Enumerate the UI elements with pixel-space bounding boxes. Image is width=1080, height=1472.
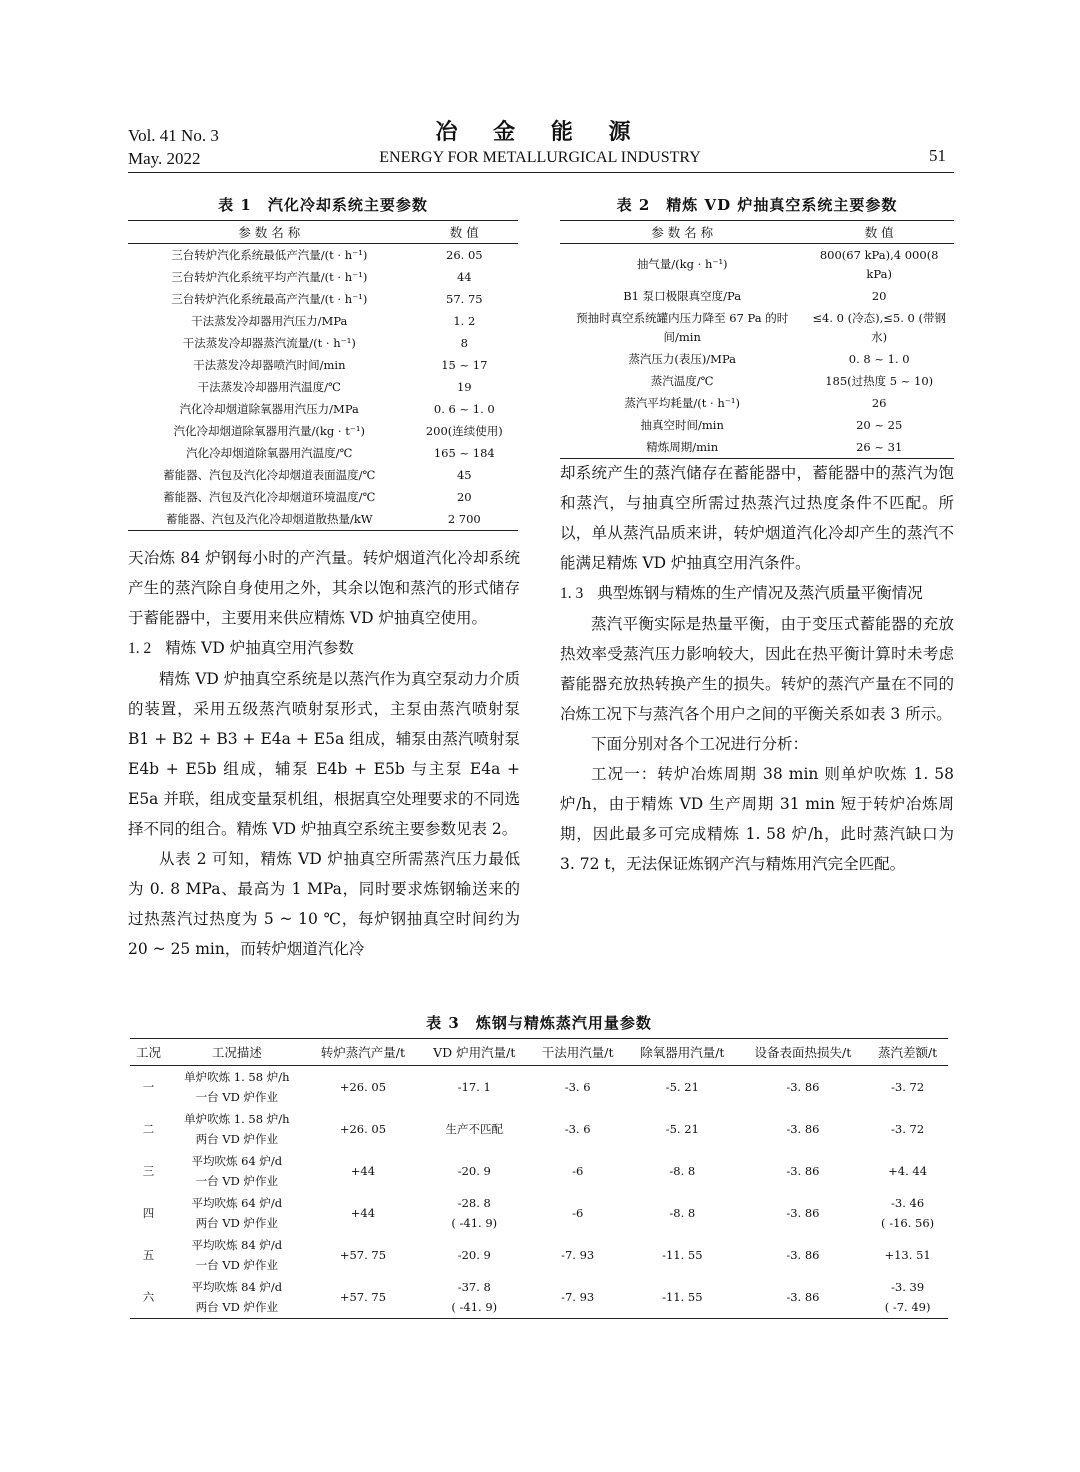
- dry-usage-cell-line: -7. 93: [561, 1248, 595, 1262]
- table-2-caption: 表 2 精炼 VD 炉抽真空系统主要参数: [616, 196, 898, 214]
- table-row: [128, 332, 518, 354]
- production-cell: [307, 1150, 420, 1192]
- vd-usage-cell: [419, 1150, 529, 1192]
- vd-usage-cell: [419, 1192, 529, 1234]
- section-heading-1-2: [128, 633, 520, 664]
- table-row: [128, 442, 518, 464]
- right-column: [560, 458, 954, 879]
- param-name-cell: 抽真空时间/min: [640, 417, 724, 432]
- table-1-grid: [128, 220, 518, 531]
- param-value-cell: 200(连续使用): [425, 423, 503, 438]
- table-3-header: 蒸汽差额/t: [867, 1039, 948, 1066]
- param-value-cell: 2 700: [411, 508, 518, 531]
- deoxygenator-cell: [626, 1150, 739, 1192]
- balance-cell-line: -3. 39: [891, 1280, 925, 1294]
- table-row: [128, 420, 518, 442]
- table-row: [128, 266, 518, 288]
- header-rule: [128, 172, 954, 173]
- dry-usage-cell-line: -3. 6: [564, 1080, 591, 1094]
- param-name-cell: 干法蒸发冷却器喷汽时间/min: [193, 357, 346, 372]
- balance-cell: [867, 1192, 948, 1234]
- production-cell-line: +57. 75: [339, 1248, 387, 1262]
- balance-cell-line: ( -16. 56): [881, 1216, 935, 1230]
- param-value-cell: 19: [456, 379, 472, 394]
- param-value-cell: 8: [460, 335, 468, 350]
- table-3-header: 工况描述: [167, 1039, 307, 1066]
- case-cell-line: 三: [142, 1164, 155, 1178]
- volume-issue: Vol. 41 No. 3: [128, 126, 219, 145]
- deoxygenator-cell-line: -11. 55: [662, 1290, 703, 1304]
- param-name-cell: 干法蒸发冷却器蒸汽流量/(t · h⁻¹): [182, 335, 356, 350]
- param-name-cell: 干法蒸发冷却器用汽温度/℃: [197, 379, 341, 394]
- param-value-cell: 1. 2: [453, 313, 476, 328]
- param-value-cell: 800(67 kPa),4 000(8 kPa): [819, 247, 939, 281]
- journal-title-cn: 冶 金 能 源: [435, 119, 645, 145]
- paragraph: 精炼 VD 炉抽真空系统是以蒸汽作为真空泵动力介质的装置，采用五级蒸汽喷射泵形式，主泵由蒸汽喷射泵 B1 + B2 + B3 + E4a + E5a 组成，辅泵由蒸汽喷射泵 E4b + E5b 组成，辅泵 E4b + E5b 与主泵 E4a + E5a 并联，组成变量泵机组，根据真空处理要求的不同选择不同的组合。精炼 VD 炉抽真空系统主要参数见表 2。: [128, 670, 520, 838]
- table-row: [128, 464, 518, 486]
- param-name-cell: 精炼周期/min: [560, 436, 804, 459]
- param-value-cell: 26. 05: [446, 247, 483, 262]
- desc-cell-line: 平均吹炼 64 炉/d: [191, 1196, 283, 1210]
- dry-usage-cell: [529, 1234, 626, 1276]
- paragraph: 蒸汽平衡实际是热量平衡，由于变压式蓄能器的充放热效率受蒸汽压力影响较大，因此在热平衡计算时未考虑蓄能器充放热转换产生的损失。转炉的蒸汽产量在不同的冶炼工况下与蒸汽各个用户之间的平衡关系如表 3 所示。: [560, 615, 954, 723]
- desc-cell-line: 一台 VD 炉作业: [195, 1258, 278, 1272]
- deoxygenator-cell: [626, 1108, 739, 1150]
- case-cell-line: 四: [142, 1206, 155, 1220]
- balance-cell: [867, 1276, 948, 1319]
- running-header-left: [128, 124, 219, 170]
- case-cell-line: 二: [142, 1122, 155, 1136]
- page-number: 51: [929, 146, 946, 165]
- production-cell: [307, 1276, 420, 1319]
- param-name-cell: 汽化冷却烟道除氧器用汽量/(kg · t⁻¹): [173, 423, 366, 438]
- case-cell: [130, 1234, 167, 1276]
- issue-date: May. 2022: [128, 149, 201, 168]
- paragraph: 下面分别对各个工况进行分析：: [591, 735, 809, 753]
- table-3-header: 转炉蒸汽产量/t: [307, 1039, 420, 1066]
- param-name-cell: 蒸汽压力(表压)/MPa: [628, 351, 737, 366]
- table-row: [128, 376, 518, 398]
- production-cell: [307, 1108, 420, 1150]
- production-cell-line: +44: [350, 1164, 376, 1178]
- table-3-caption: 表 3 炼钢与精炼蒸汽用量参数: [426, 1014, 652, 1032]
- param-name-cell: 预抽时真空系统罐内压力降至 67 Pa 的时间/min: [576, 310, 789, 344]
- param-name-cell: 蓄能器、汽包及汽化冷却烟道散热量/kW: [128, 508, 411, 531]
- dry-usage-cell: [529, 1150, 626, 1192]
- case-cell-line: 一: [142, 1080, 155, 1094]
- table-row: [560, 244, 954, 286]
- balance-cell-line: +4. 44: [888, 1164, 928, 1178]
- case-cell: [130, 1192, 167, 1234]
- desc-cell: [167, 1150, 307, 1192]
- deoxygenator-cell-line: -8. 8: [669, 1206, 696, 1220]
- production-cell-line: +26. 05: [339, 1080, 387, 1094]
- desc-cell: [167, 1276, 307, 1319]
- case-cell-line: 五: [142, 1248, 155, 1262]
- table-row: [560, 307, 954, 348]
- production-cell: [307, 1234, 420, 1276]
- param-name-cell: 三台转炉汽化系统最高产汽量/(t · h⁻¹): [171, 291, 368, 306]
- case-cell: [130, 1150, 167, 1192]
- table-row: [130, 1192, 948, 1234]
- table-row: [130, 1066, 948, 1109]
- param-name-cell: 蒸汽温度/℃: [650, 373, 714, 388]
- dry-usage-cell: [529, 1108, 626, 1150]
- param-name-cell: 汽化冷却烟道除氧器用汽温度/℃: [186, 445, 353, 460]
- param-name-cell: 三台转炉汽化系统平均产汽量/(t · h⁻¹): [171, 269, 368, 284]
- vd-usage-cell: [419, 1108, 529, 1150]
- production-cell-line: +44: [350, 1206, 376, 1220]
- balance-cell-line: -3. 72: [891, 1122, 925, 1136]
- param-value-cell: 20: [456, 489, 472, 504]
- heat-loss-cell: [739, 1276, 868, 1319]
- deoxygenator-cell-line: -5. 21: [665, 1080, 699, 1094]
- case-cell: [130, 1108, 167, 1150]
- dry-usage-cell-line: -3. 6: [564, 1122, 591, 1136]
- param-name-cell: 蓄能器、汽包及汽化冷却烟道环境温度/℃: [163, 489, 376, 504]
- deoxygenator-cell: [626, 1192, 739, 1234]
- balance-cell: [867, 1108, 948, 1150]
- dry-usage-cell: [529, 1276, 626, 1319]
- param-value-cell: 20: [871, 288, 887, 303]
- table-1-caption: 表 1 汽化冷却系统主要参数: [218, 196, 428, 214]
- table-row: [128, 486, 518, 508]
- section-number: 1. 2: [128, 640, 152, 657]
- deoxygenator-cell: [626, 1066, 739, 1109]
- vd-usage-cell: [419, 1234, 529, 1276]
- param-name-cell: 干法蒸发冷却器用汽压力/MPa: [191, 313, 348, 328]
- heat-loss-cell: [739, 1234, 868, 1276]
- table-row: [130, 1150, 948, 1192]
- journal-title-en: ENERGY FOR METALLURGICAL INDUSTRY: [379, 149, 701, 166]
- heat-loss-cell-line: -3. 86: [786, 1122, 820, 1136]
- desc-cell: [167, 1234, 307, 1276]
- balance-cell-line: -3. 72: [891, 1080, 925, 1094]
- table-3-header: 设备表面热损失/t: [739, 1039, 868, 1066]
- balance-cell: [867, 1234, 948, 1276]
- param-value-cell: 15 ~ 17: [441, 357, 488, 372]
- param-name-cell: 蓄能器、汽包及汽化冷却烟道表面温度/℃: [163, 467, 376, 482]
- vd-usage-cell: [419, 1276, 529, 1319]
- table-2-header-value: 数 值: [804, 221, 954, 244]
- deoxygenator-cell: [626, 1234, 739, 1276]
- table-row: [128, 310, 518, 332]
- paragraph: 却系统产生的蒸汽储存在蓄能器中，蓄能器中的蒸汽为饱和蒸汽，与抽真空所需过热蒸汽过热度条件不匹配。所以，单从蒸汽品质来讲，转炉烟道汽化冷却产生的蒸汽不能满足精炼 VD 炉抽真空用汽条件。: [560, 464, 954, 572]
- balance-cell-line: -3. 46: [891, 1196, 925, 1210]
- desc-cell: [167, 1192, 307, 1234]
- vd-usage-cell-line: -28. 8: [457, 1196, 491, 1210]
- vd-usage-cell-line: -20. 9: [457, 1164, 491, 1178]
- vd-usage-cell-line: -37. 8: [457, 1280, 491, 1294]
- param-value-cell: 57. 75: [446, 291, 483, 306]
- table-row: [560, 436, 954, 459]
- table-row: [130, 1234, 948, 1276]
- param-value-cell: 45: [456, 467, 472, 482]
- dry-usage-cell-line: -7. 93: [561, 1290, 595, 1304]
- table-row: [560, 370, 954, 392]
- table-row: [128, 398, 518, 420]
- param-value-cell: 185(过热度 5 ~ 10): [825, 373, 934, 388]
- vd-usage-cell: [419, 1066, 529, 1109]
- desc-cell-line: 两台 VD 炉作业: [195, 1216, 278, 1230]
- table-2-grid: [560, 220, 954, 459]
- desc-cell-line: 一台 VD 炉作业: [195, 1090, 278, 1104]
- table-3-header: 除氧器用汽量/t: [626, 1039, 739, 1066]
- desc-cell: [167, 1108, 307, 1150]
- case-cell: [130, 1066, 167, 1109]
- dry-usage-cell-line: -6: [572, 1164, 584, 1178]
- table-3-header: VD 炉用汽量/t: [419, 1039, 529, 1066]
- param-value-cell: 0. 8 ~ 1. 0: [848, 351, 910, 366]
- param-name-cell: 三台转炉汽化系统最低产汽量/(t · h⁻¹): [171, 247, 368, 262]
- paragraph: 工况一：转炉冶炼周期 38 min 则单炉吹炼 1. 58 炉/h，由于精炼 VD 生产周期 31 min 短于转炉冶炼周期，因此最多可完成精炼 1. 58 炉/h，此时蒸汽缺口为 3. 72 t，无法保证炼钢产汽与精炼用汽完全匹配。: [560, 765, 954, 873]
- param-value-cell: 26: [871, 395, 887, 410]
- desc-cell-line: 一台 VD 炉作业: [195, 1174, 278, 1188]
- desc-cell-line: 平均吹炼 84 炉/d: [191, 1238, 283, 1252]
- table-1-header-value: 数 值: [411, 221, 518, 244]
- table-3-header: 工况: [130, 1039, 167, 1066]
- left-column: [128, 543, 520, 964]
- table-row: [560, 348, 954, 370]
- balance-cell: [867, 1150, 948, 1192]
- deoxygenator-cell-line: -5. 21: [665, 1122, 699, 1136]
- balance-cell: [867, 1066, 948, 1109]
- production-cell: [307, 1066, 420, 1109]
- table-3: [130, 1012, 948, 1319]
- production-cell-line: +57. 75: [339, 1290, 387, 1304]
- deoxygenator-cell-line: -11. 55: [662, 1248, 703, 1262]
- heat-loss-cell-line: -3. 86: [786, 1164, 820, 1178]
- heat-loss-cell-line: -3. 86: [786, 1206, 820, 1220]
- heat-loss-cell: [739, 1192, 868, 1234]
- heat-loss-cell-line: -3. 86: [786, 1248, 820, 1262]
- table-3-header: 干法用汽量/t: [529, 1039, 626, 1066]
- param-name-cell: 蒸汽平均耗量/(t · h⁻¹): [624, 395, 740, 410]
- section-title: 典型炼钢与精炼的生产情况及蒸汽质量平衡情况: [597, 584, 923, 602]
- table-row: [128, 244, 518, 267]
- running-header-center: [340, 118, 740, 168]
- desc-cell-line: 两台 VD 炉作业: [195, 1132, 278, 1146]
- paragraph: 天冶炼 84 炉钢每小时的产汽量。转炉烟道汽化冷却系统产生的蒸汽除自身使用之外，其余以饱和蒸汽的形式储存于蓄能器中，主要用来供应精炼 VD 炉抽真空使用。: [128, 549, 520, 627]
- param-value-cell: 26 ~ 31: [804, 436, 954, 459]
- table-row: [560, 285, 954, 307]
- desc-cell-line: 单炉吹炼 1. 58 炉/h: [184, 1070, 290, 1084]
- vd-usage-cell-line: -17. 1: [457, 1080, 491, 1094]
- section-number: 1. 3: [560, 585, 584, 602]
- balance-cell-line: ( -7. 49): [884, 1300, 931, 1314]
- dry-usage-cell: [529, 1192, 626, 1234]
- param-value-cell: 165 ~ 184: [433, 445, 495, 460]
- section-heading-1-3: [560, 578, 954, 609]
- table-row: [128, 288, 518, 310]
- desc-cell-line: 平均吹炼 84 炉/d: [191, 1280, 283, 1294]
- table-row: [128, 354, 518, 376]
- section-title: 精炼 VD 炉抽真空用汽参数: [165, 639, 354, 657]
- param-name-cell: B1 泵口极限真空度/Pa: [623, 288, 742, 303]
- vd-usage-cell-line: -20. 9: [457, 1248, 491, 1262]
- dry-usage-cell-line: -6: [572, 1206, 584, 1220]
- vd-usage-cell-line: 生产不匹配: [445, 1122, 504, 1136]
- param-value-cell: 20 ~ 25: [856, 417, 903, 432]
- heat-loss-cell: [739, 1150, 868, 1192]
- param-value-cell: 0. 6 ~ 1. 0: [433, 401, 495, 416]
- table-row: [130, 1276, 948, 1319]
- table-3-grid: [130, 1038, 948, 1319]
- case-cell-line: 六: [142, 1290, 155, 1304]
- table-2-header-name: 参 数 名 称: [560, 221, 804, 244]
- heat-loss-cell: [739, 1066, 868, 1109]
- table-1: [128, 194, 518, 531]
- table-row: [560, 414, 954, 436]
- heat-loss-cell-line: -3. 86: [786, 1290, 820, 1304]
- table-row: [130, 1108, 948, 1150]
- case-cell: [130, 1276, 167, 1319]
- dry-usage-cell: [529, 1066, 626, 1109]
- vd-usage-cell-line: ( -41. 9): [451, 1216, 498, 1230]
- table-1-header-name: 参 数 名 称: [128, 221, 411, 244]
- table-row: [560, 392, 954, 414]
- paragraph: 从表 2 可知，精炼 VD 炉抽真空所需蒸汽压力最低为 0. 8 MPa、最高为 1 MPa，同时要求炼钢输送来的过热蒸汽过热度为 5 ~ 10 ℃，每炉钢抽真空时间约为 20 ~ 25 min，而转炉烟道汽化冷: [128, 850, 520, 958]
- param-name-cell: 抽气量/(kg · h⁻¹): [636, 257, 728, 271]
- param-name-cell: 汽化冷却烟道除氧器用汽压力/MPa: [179, 401, 359, 416]
- desc-cell-line: 两台 VD 炉作业: [195, 1300, 278, 1314]
- param-value-cell: ≤4. 0 (冷态),≤5. 0 (带钢水): [812, 310, 946, 344]
- vd-usage-cell-line: ( -41. 9): [451, 1300, 498, 1314]
- deoxygenator-cell: [626, 1276, 739, 1319]
- production-cell-line: +26. 05: [339, 1122, 387, 1136]
- heat-loss-cell-line: -3. 86: [786, 1080, 820, 1094]
- deoxygenator-cell-line: -8. 8: [669, 1164, 696, 1178]
- param-value-cell: 44: [456, 269, 472, 284]
- desc-cell: [167, 1066, 307, 1109]
- balance-cell-line: +13. 51: [884, 1248, 931, 1262]
- table-row: [128, 508, 518, 531]
- desc-cell-line: 平均吹炼 64 炉/d: [191, 1154, 283, 1168]
- production-cell: [307, 1192, 420, 1234]
- desc-cell-line: 单炉吹炼 1. 58 炉/h: [184, 1112, 290, 1126]
- table-2: [560, 194, 954, 459]
- heat-loss-cell: [739, 1108, 868, 1150]
